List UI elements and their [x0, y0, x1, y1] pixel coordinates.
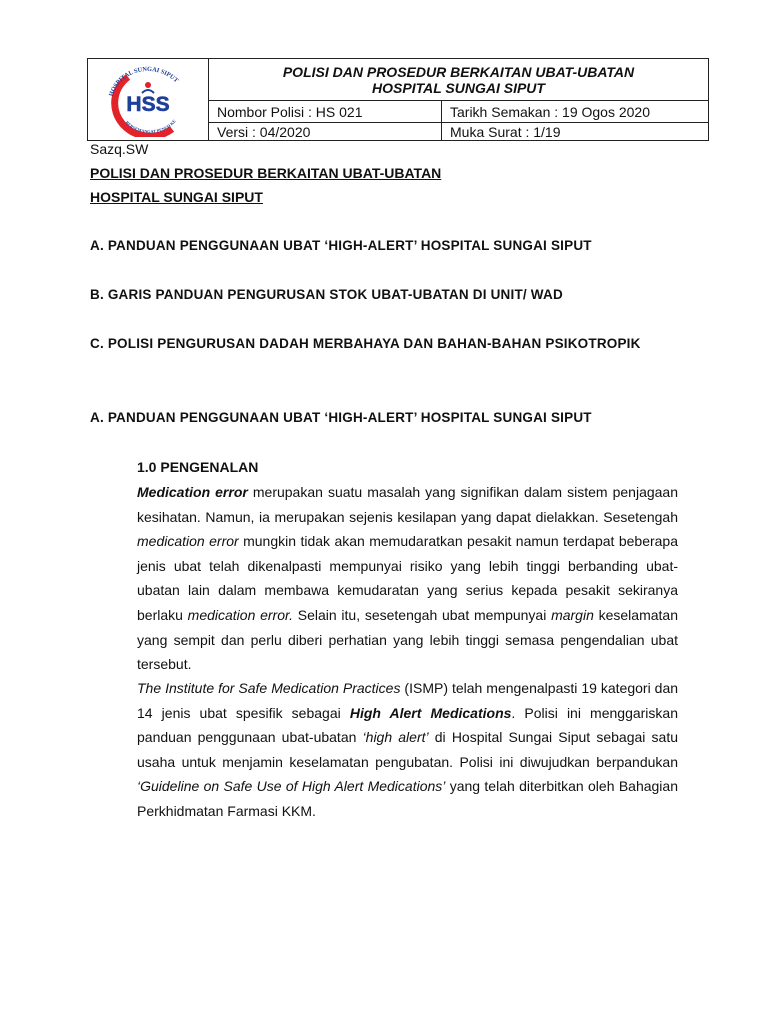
logo-arc-bottom: BERSEMANGAT PENUH KE — [124, 118, 177, 134]
hospital-logo-icon — [98, 63, 198, 137]
ismp-name: The Institute for Safe Medication Practices — [137, 680, 401, 696]
term-medication-error-2: medication error — [137, 533, 239, 550]
nombor-polisi: Nombor Polisi : HS 021 — [209, 101, 442, 123]
header-title-line1: POLISI DAN PROSEDUR BERKAITAN UBAT-UBATAN — [282, 63, 635, 80]
toc-item-c: C. POLISI PENGURUSAN DADAH MERBAHAYA DAN BAHAN-BAHAN PSIKOTROPIK — [90, 336, 641, 351]
tarikh-semakan: Tarikh Semakan : 19 Ogos 2020 — [442, 101, 709, 123]
term-medication-error-3: medication error. — [187, 606, 294, 623]
paragraph-intro — [137, 480, 678, 677]
para1-text-2: mungkin tidak akan memudaratkan pesakit namun terdapat beberapa jenis ubat telah dikenalpasti mempunyai risiko yang lebih tinggi berbanding ubat-ubatan lain dalam membawa kemudaratan yang serius kepada pesakit sekiranya berlaku — [137, 533, 678, 623]
guideline-title: ‘Guideline on Safe Use of High Alert Medications’ — [137, 778, 446, 795]
term-margin: margin — [551, 606, 594, 623]
para1-text-4: keselamatan yang sempit dan perlu diberi perhatian yang lebih tinggi semasa pengendalian ubat tersebut. — [137, 606, 678, 673]
logo-cell — [88, 59, 209, 141]
muka-surat: Muka Surat : 1/19 — [442, 123, 709, 141]
toc-item-a: A. PANDUAN PENGGUNAAN UBAT ‘HIGH-ALERT’ HOSPITAL SUNGAI SIPUT — [90, 238, 592, 253]
document-header-table — [87, 58, 709, 141]
para2-text-3: di Hospital Sungai Siput sebagai satu usaha untuk menjamin keselamatan pengubatan. Polisi ini diwujudkan berpandukan — [137, 729, 678, 770]
doc-title-line2: HOSPITAL SUNGAI SIPUT — [90, 189, 263, 205]
para1-text-1: merupakan suatu masalah yang signifikan dalam sistem penjagaan kesihatan. Namun, ia merupakan sejenis kesilapan yang dapat dielakkan. Sesetengah — [137, 484, 678, 525]
author-label: Sazq.SW — [90, 141, 149, 157]
subsection-heading: 1.0 PENGENALAN — [137, 459, 259, 475]
header-title — [209, 59, 709, 101]
term-medication-error: Medication error — [137, 484, 248, 500]
versi: Versi : 04/2020 — [209, 123, 442, 141]
para2-text-1: (ISMP) telah mengenalpasti 19 kategori dan 14 jenis ubat spesifik sebagai — [137, 680, 679, 721]
logo-arc-top: HOSPITAL SUNGAI SIPUT — [107, 65, 180, 97]
toc-item-b: B. GARIS PANDUAN PENGURUSAN STOK UBAT-UBATAN DI UNIT/ WAD — [90, 287, 563, 302]
doc-title-line1: POLISI DAN PROSEDUR BERKAITAN UBAT-UBATAN — [90, 165, 442, 181]
section-a-heading: A. PANDUAN PENGGUNAAN UBAT ‘HIGH-ALERT’ HOSPITAL SUNGAI SIPUT — [90, 410, 592, 425]
para1-text-3: Selain itu, sesetengah ubat mempunyai — [293, 606, 552, 623]
paragraph-ismp — [137, 676, 678, 824]
term-high-alert: ‘high alert’ — [362, 729, 429, 746]
term-high-alert-medications: High Alert Medications — [349, 704, 512, 721]
para2-text-4: yang telah diterbitkan oleh Bahagian Perkhidmatan Farmasi KKM. — [137, 778, 678, 819]
header-title-line2: HOSPITAL SUNGAI SIPUT — [372, 79, 545, 96]
logo-text: HSS — [126, 92, 170, 116]
para2-text-2: . Polisi ini menggariskan panduan penggunaan ubat-ubatan — [137, 704, 678, 746]
